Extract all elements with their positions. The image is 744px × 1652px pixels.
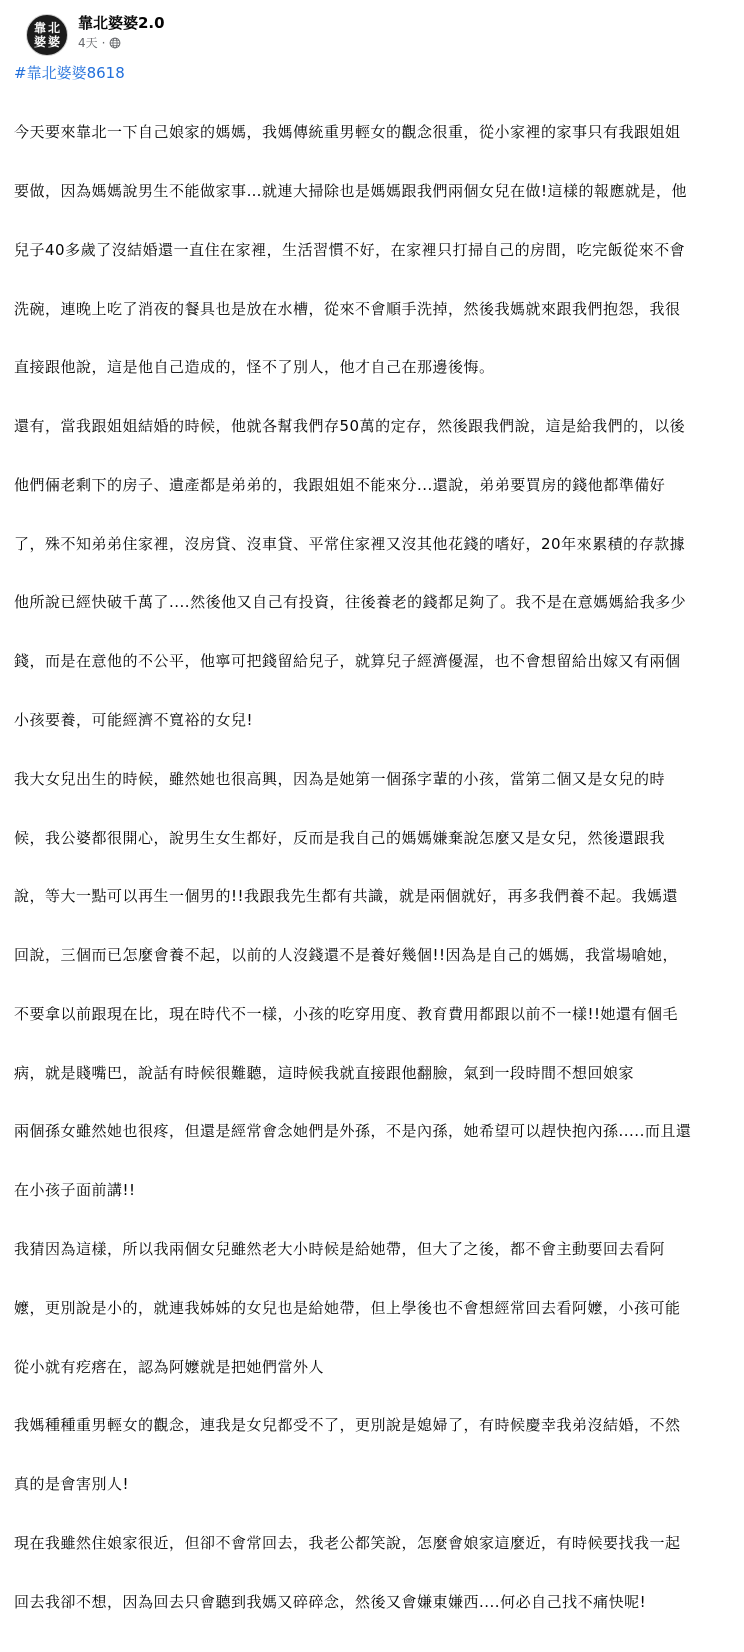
hashtag-link[interactable]: #靠北婆婆8618 — [14, 64, 125, 82]
post-line: 說，等大一點可以再生一個男的!!我跟我先生都有共識，就是兩個就好，再多我們養不起。我媽還 — [14, 887, 679, 906]
post-line: 我猜因為這樣，所以我兩個女兒雖然老大小時候是給她帶，但大了之後，都不會主動要回去看阿 — [14, 1240, 666, 1259]
meta-separator: · — [101, 35, 106, 50]
post-line: 我大女兒出生的時候，雖然她也很高興，因為是她第一個孫字輩的小孩，當第二個又是女兒的時 — [14, 769, 666, 788]
avatar-char: 北 — [47, 21, 60, 35]
post-line: 兒子40多歲了沒結婚還一直住在家裡，生活習慣不好，在家裡只打掃自己的房間，吃完飯從來不會 — [14, 240, 686, 259]
post-line: 我媽種種重男輕女的觀念，連我是女兒都受不了，更別說是媳婦了，有時候慶幸我弟沒結婚，不然 — [14, 1416, 681, 1435]
post-line: 回去我卻不想，因為回去只會聽到我媽又碎碎念，然後又會嫌東嫌西....何必自己找不痛快呢! — [14, 1592, 647, 1611]
post-line: 從小就有疙瘩在，認為阿嬤就是把她們當外人 — [14, 1357, 325, 1376]
post-line: 現在我雖然住娘家很近，但卻不會常回去，我老公都笑說，怎麼會娘家這麼近，有時候要找我一起 — [14, 1533, 681, 1552]
post-line: 了，殊不知弟弟住家裡，沒房貸、沒車貸、平常住家裡又沒其他花錢的嗜好，20年來累積的存款據 — [14, 534, 686, 553]
post-line: 要做，因為媽媽說男生不能做家事…就連大掃除也是媽媽跟我們兩個女兒在做!這樣的報應就是，他 — [14, 181, 688, 200]
post-line: 今天要來靠北一下自己娘家的媽媽，我媽傳統重男輕女的觀念很重，從小家裡的家事只有我跟姐姐 — [14, 123, 681, 142]
avatar-char: 婆 — [47, 35, 60, 49]
post-header — [12, 0, 732, 58]
post-line: 真的是會害別人! — [14, 1475, 130, 1494]
post-line: 直接跟他說，這是他自己造成的，怪不了別人，他才自己在那邊後悔。 — [14, 358, 495, 377]
avatar-char: 靠 — [33, 21, 46, 35]
post-line: 還有，當我跟姐姐結婚的時候，他就各幫我們存50萬的定存，然後跟我們說，這是給我們的，以後 — [14, 417, 686, 436]
post-line: 不要拿以前跟現在比，現在時代不一樣，小孩的吃穿用度、教育費用都跟以前不一樣!!她還有個毛 — [14, 1004, 679, 1023]
post-line: 在小孩子面前講!! — [14, 1181, 136, 1200]
globe-icon[interactable] — [109, 37, 121, 49]
post-meta — [78, 34, 121, 51]
avatar[interactable] — [26, 14, 68, 56]
post-line: 病，就是賤嘴巴，說話有時候很難聽，這時候我就直接跟他翻臉，氣到一段時間不想回娘家 — [14, 1063, 635, 1082]
post-line: 兩個孫女雖然她也很疼，但還是經常會念她們是外孫，不是內孫，她希望可以趕快抱內孫.....而且還 — [14, 1122, 692, 1141]
post-line: 小孩要養，可能經濟不寬裕的女兒! — [14, 711, 254, 729]
post-line: 嬤，更別說是小的，就連我姊姊的女兒也是給她帶，但上學後也不會想經常回去看阿嬤，小孩可能 — [14, 1298, 681, 1317]
avatar-char: 婆 — [33, 35, 46, 49]
post-line: 錢，而是在意他的不公平，他寧可把錢留給兒子，就算兒子經濟優渥，也不會想留給出嫁又有兩個 — [14, 652, 681, 671]
post-line: 候，我公婆都很開心，說男生女生都好，反而是我自己的媽媽嫌棄說怎麼又是女兒，然後還跟我 — [14, 828, 666, 847]
post-line: 他們倆老剩下的房子、遺產都是弟弟的，我跟姐姐不能來分...還說，弟弟要買房的錢他都準備好 — [14, 475, 666, 494]
post-body — [14, 84, 730, 1652]
post-line: 他所說已經快破千萬了....然後他又自己有投資，往後養老的錢都足夠了。我不是在意媽媽給我多少 — [14, 593, 687, 612]
post-time[interactable]: 4天 — [78, 36, 98, 50]
post-line: 洗碗，連晚上吃了消夜的餐具也是放在水槽，從來不會順手洗掉，然後我媽就來跟我們抱怨，我很 — [14, 299, 681, 318]
page-name[interactable]: 靠北婆婆2.0 — [78, 14, 165, 32]
post-line: 回說，三個而已怎麼會養不起，以前的人沒錢還不是養好幾個!!因為是自己的媽媽，我當場嗆她， — [14, 946, 679, 965]
